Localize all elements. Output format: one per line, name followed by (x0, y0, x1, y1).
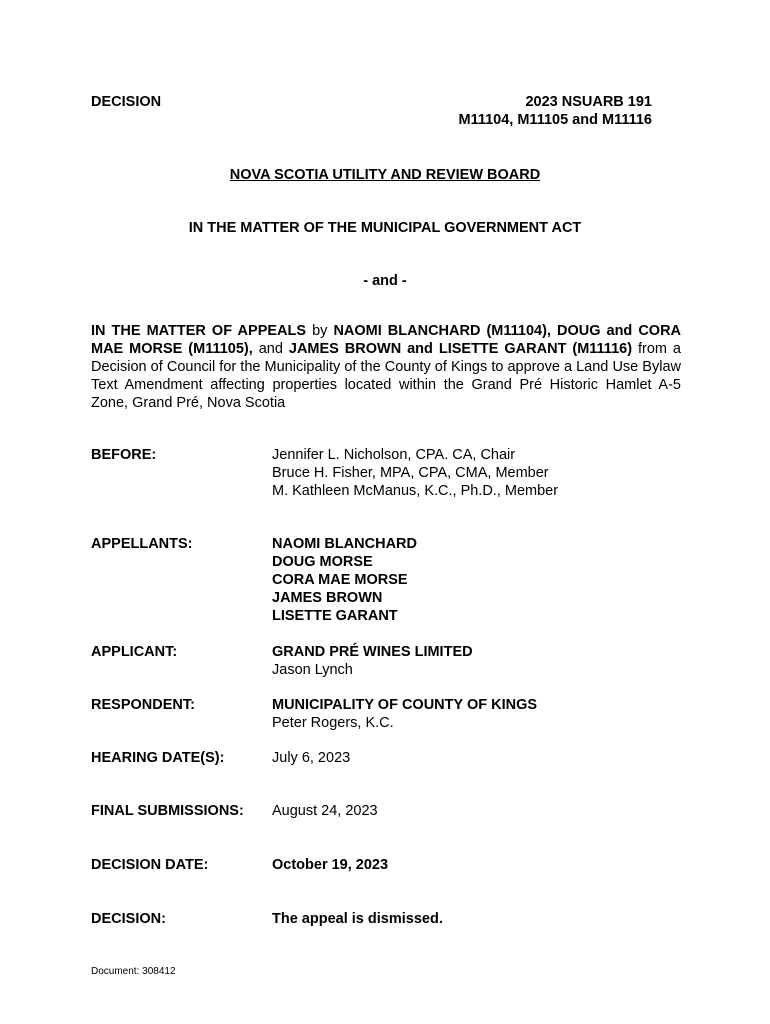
board-title (0, 166, 770, 184)
citation-number: 2023 NSUARB 191 (525, 94, 652, 110)
matter-numbers: M11104, M11105 and M11116 (458, 112, 652, 128)
applicant-counsel: Jason Lynch (272, 662, 353, 678)
decision-date-value: October 19, 2023 (272, 857, 389, 873)
final-submissions-label: FINAL SUBMISSIONS: (91, 803, 244, 819)
act-heading: IN THE MATTER OF THE MUNICIPAL GOVERNMENT ACT (188, 220, 582, 236)
appellant-name: DOUG MORSE (272, 554, 373, 570)
decision-date-label: DECISION DATE: (91, 857, 209, 873)
applicant-name: GRAND PRÉ WINES LIMITED (272, 644, 473, 660)
respondent-name: MUNICIPALITY OF COUNTY OF KINGS (272, 697, 538, 713)
applicant-block (272, 643, 473, 679)
appeals-intro: IN THE MATTER OF APPEALS (91, 323, 307, 339)
appellant-name: NAOMI BLANCHARD (272, 536, 417, 552)
appellants-list (272, 535, 417, 625)
appellants-label: APPELLANTS: (91, 536, 193, 552)
and-separator: - and - (363, 273, 407, 289)
respondent-counsel: Peter Rogers, K.C. (272, 715, 394, 731)
appeals-and: and (252, 341, 289, 357)
respondent-block (272, 696, 537, 732)
panel-member: M. Kathleen McManus, K.C., Ph.D., Member (272, 483, 559, 499)
hearing-date-label: HEARING DATE(S): (91, 750, 225, 766)
decision-header-label: DECISION (91, 94, 162, 110)
decision-label: DECISION: (91, 911, 166, 927)
panel-member: Jennifer L. Nicholson, CPA. CA, Chair (272, 447, 516, 463)
panel-members (272, 446, 558, 500)
document-number: Document: 308412 (91, 966, 176, 977)
respondent-label: RESPONDENT: (91, 697, 195, 713)
decision-value: The appeal is dismissed. (272, 911, 443, 927)
appeals-parties-1: NAOMI BLANCHARD (M11104), DOUG and CORA MAE MORSE (M11105), (91, 323, 682, 357)
appellant-name: JAMES BROWN (272, 590, 383, 606)
appellant-name: LISETTE GARANT (272, 608, 398, 624)
appellant-name: CORA MAE MORSE (272, 572, 408, 588)
appeals-description: from a Decision of Council for the Municipality of the County of Kings to approve a Land Use Bylaw Text Amendment affecting properties located within the Grand Pré Historic Hamlet A-5 Zone, Grand Pré, Nova Scotia (91, 341, 681, 411)
panel-member: Bruce H. Fisher, MPA, CPA, CMA, Member (272, 465, 549, 481)
citation-block (459, 93, 653, 129)
appeals-by: by (306, 323, 334, 339)
final-submissions-value: August 24, 2023 (272, 803, 378, 819)
hearing-date-value: July 6, 2023 (272, 750, 351, 766)
appeals-paragraph (91, 322, 681, 412)
board-title-text: NOVA SCOTIA UTILITY AND REVIEW BOARD (229, 167, 541, 183)
applicant-label: APPLICANT: (91, 644, 178, 660)
appeals-parties-2: JAMES BROWN and LISETTE GARANT (M11116) (288, 341, 633, 357)
before-label: BEFORE: (91, 447, 157, 463)
